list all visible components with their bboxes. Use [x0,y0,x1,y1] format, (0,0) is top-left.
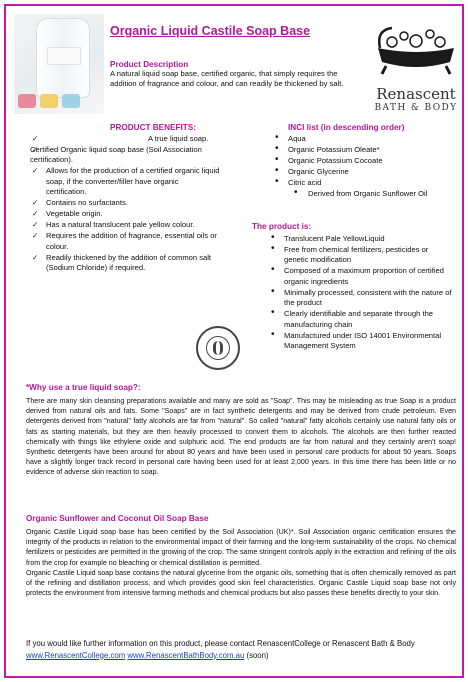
product-description [110,60,360,90]
inci-item: • Organic Glycerine [272,167,452,177]
pink-soap-cup [18,94,36,108]
description-heading: Product Description [110,60,189,69]
product-is-heading: The product is: [252,222,312,231]
inci-item: • Citric acid [272,178,452,188]
inci-subitem: • Derived from Organic Sunflower Oil [272,189,452,199]
logo-tagline: BATH & BODY [374,103,458,113]
why-heading: *Why use a true liquid soap?: [26,383,141,392]
footer-soon: (soon) [246,650,269,660]
benefit-item: ✓ Readily thickened by the addition of common salt (Sodium Chloride) if required. [30,253,220,274]
footer-text: If you would like further information on this product, please contact RenascentCollege or Renascent Bath & Body [26,639,415,648]
sunflower-section [26,527,456,598]
product-item: • Composed of a maximum proportion of certified organic ingredients [268,266,454,287]
bathbody-link[interactable]: www.RenascentBathBody.com.au [127,650,245,660]
inci-list [272,134,452,200]
college-link[interactable]: www.RenascentCollege.com [26,650,126,660]
yellow-soap-cup [40,94,58,108]
contact-footer [26,638,456,661]
page-frame [4,4,464,678]
sunflower-heading: Organic Sunflower and Coconut Oil Soap Base [26,514,209,523]
benefit-item: ✓ Has a natural translucent pale yellow colour. [30,220,220,230]
product-item: • Clearly identifiable and separate through the manufacturing chain [268,309,454,330]
product-item: • Manufactured under ISO 14001 Environmental Management System [268,331,454,352]
benefits-heading: PRODUCT BENEFITS: [110,123,196,132]
benefit-item: ✓ A true liquid soap. [30,134,220,144]
description-text: A natural liquid soap base, certified organic, that simply requires the addition of fragrance and colour, and can readily be thickened by salt. [110,69,344,89]
benefit-item: ✓ Contains no surfactants. [30,198,220,208]
benefit-item: ✓ Vegetable origin. [30,209,220,219]
benefit-item: ✓ Allows for the production of a certified organic liquid soap, if the converter/filler have organic certification. [30,166,220,197]
sunflower-paragraph-2: Organic Castile Liquid soap base contains the natural glycerine from the organic oils, something that is often chemically removed as part of the refining and distillation process, and which provides good skin feel characteristics. Organic Castile Liquid soap base not only protects the environment from intensive farming methods and chemical products but also passes these benefits directly to your skin. [26,568,456,598]
inci-item: • Aqua [272,134,452,144]
soap-bottle [36,18,90,98]
product-is-list [268,234,454,352]
product-item: • Free from chemical fertilizers, pesticides or genetic modification [268,245,454,266]
blue-soap-cup [62,94,80,108]
soil-association-seal [196,326,240,370]
product-item: • Translucent Pale YellowLiquid [268,234,454,244]
inci-heading: INCI list (in descending order) [288,123,405,132]
soil-association-icon [213,341,223,355]
logo-brand-name: Renascent [376,85,456,103]
inci-item: • Organic Potassium Oleate* [272,145,452,155]
benefits-list [30,134,220,274]
page-title: Organic Liquid Castile Soap Base [110,24,311,38]
product-item: • Minimally processed, consistent with the nature of the product [268,288,454,309]
why-text: There are many skin cleansing preparations available and many are sold as "Soap". This may be misleading as true Soap is a product derived from natural oils and fats. Some "Soaps" are in fact synthetic detergents and may be derived from crude petroleum. Even detergents derived from "natural" fatty alcohols are far from "natural". So called "natural" fatty alcohols certainly use natural fatty oils or fats as starting materials, but they are then heavily processed to convert them to alcohols. The alcohols are then further reacted chemically with things like ethylene oxide and sulphuric acid. The end products are far from natural and they certainly aren't soap! Synthetic detergents have been around for about 80 years and have been used in personal care products for about 50 years. Soaps have a slightly longer track record in personal care having been used for at least 2,000 years. In this time there has been little or no evidence of adverse skin reaction to soap. [26,397,456,477]
sunflower-paragraph-1: Organic Castile Liquid soap base has been certified by the Soil Association (UK)*. Soil Association organic certification ensures the integrity of the products in relation to the environmental impact of their farming and the long-term sustainability of the crops. No chemical fertilizers or pesticides are permitted in the growing of the crop. The same stringent controls apply in the extraction and refining of the oils from the crop for example no bleaching or chemical distillation is permitted. [26,528,456,567]
renascent-logo [368,22,464,114]
bathtub-icon [370,22,462,78]
benefit-item: ✓ Certified Organic liquid soap base (Soil Association certification). [30,145,220,166]
inci-item: • Organic Potassium Cocoate [272,156,452,166]
benefit-item: ✓ Requires the addition of fragrance, essential oils or colour. [30,231,220,252]
product-photo [14,14,104,114]
